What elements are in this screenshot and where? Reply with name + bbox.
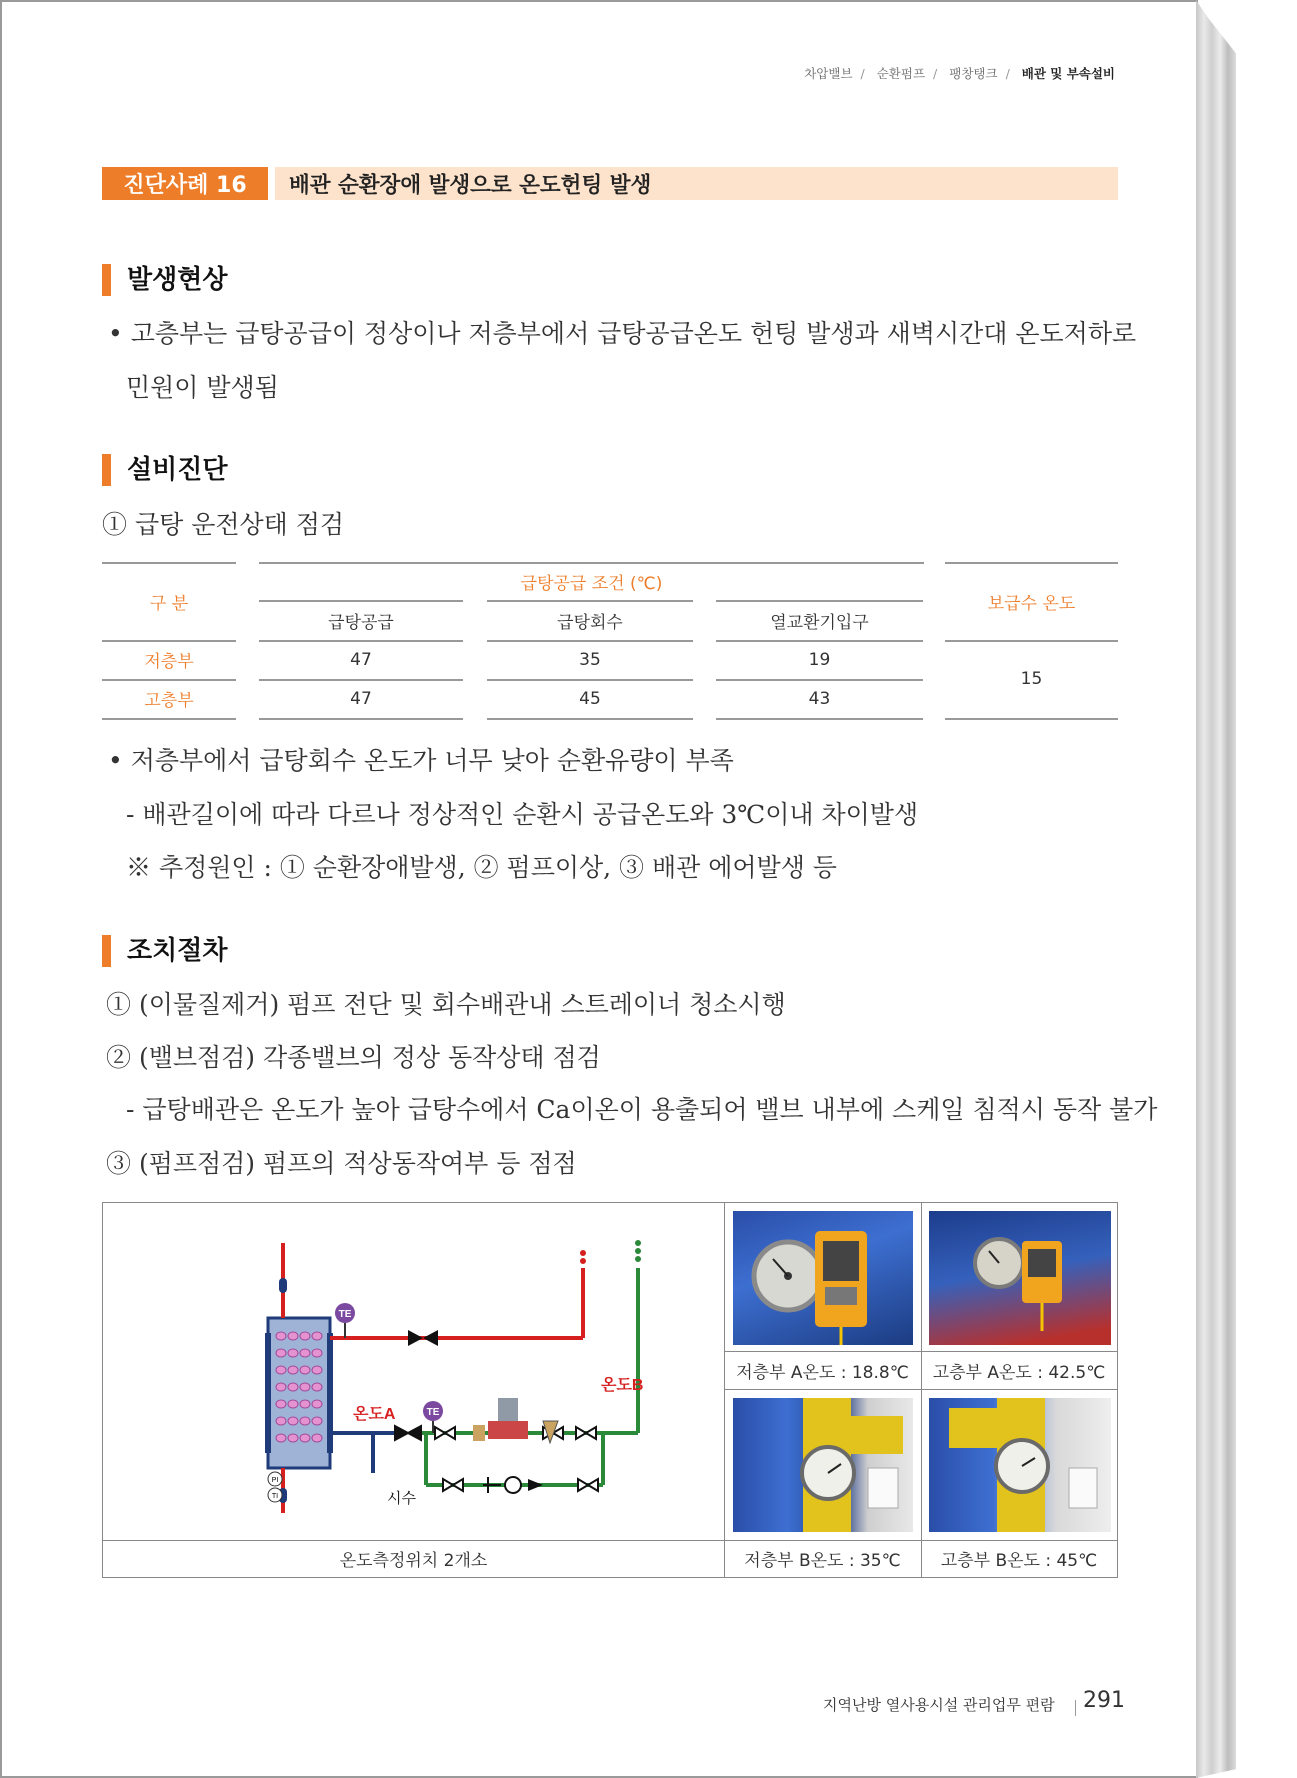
- table-cell: 47: [350, 649, 372, 670]
- page-stack-edge: [1196, 0, 1236, 1778]
- occurrence-text-line1: • 고층부는 급탕공급이 정상이나 저층부에서 급탕공급온도 헌팅 발생과 새벽시간대 온도저하로: [108, 319, 1137, 348]
- breadcrumb-item: 팽창탱크: [949, 66, 998, 81]
- breadcrumb-current: 배관 및 부속설비: [1021, 66, 1115, 81]
- footer-divider: [1075, 1700, 1076, 1716]
- case-label: 진단사례 16: [102, 167, 268, 200]
- diagnosis-note-1: • 저층부에서 급탕회수 온도가 너무 낮아 순환유량이 부족: [108, 746, 734, 775]
- table-header-makeup-temp: 보급수 온도: [987, 593, 1076, 614]
- te-label: TE: [426, 1407, 440, 1418]
- table-subheader: 급탕회수: [557, 612, 623, 633]
- section-title-diagnosis: 설비진단: [102, 454, 227, 486]
- table-header-category: 구 분: [149, 593, 189, 614]
- table-row-label: 저층부: [144, 652, 194, 672]
- photo-caption: 저층부 B온도 : 35℃: [744, 1551, 901, 1571]
- case-title: 배관 순환장애 발생으로 온도헌팅 발생: [275, 167, 1118, 200]
- action-step-note: - 급탕배관은 온도가 높아 급탕수에서 Ca이온이 용출되어 밸브 내부에 스케일 침적시 동작 불가: [126, 1095, 1158, 1124]
- section-title-occurrence: 발생현상: [102, 264, 227, 296]
- table-header-supply-conditions: 급탕공급 조건 (℃): [520, 573, 663, 594]
- page-number: 291: [1083, 1688, 1125, 1713]
- table-cell: 35: [579, 649, 601, 670]
- diagnosis-note-3: ※ 추정원인 : ① 순환장애발생, ② 펌프이상, ③ 배관 에어발생 등: [126, 853, 837, 882]
- diagram-caption: 온도측정위치 2개소: [339, 1551, 488, 1571]
- table-subheader: 열교환기입구: [770, 612, 869, 633]
- action-step: ③ (펌프점검) 펌프의 적상동작여부 등 점점: [106, 1149, 577, 1178]
- breadcrumb-item: 차압밸브: [804, 66, 853, 81]
- ti-label: TI: [271, 1493, 279, 1500]
- diagnosis-note-2: - 배관길이에 따라 다르나 정상적인 순환시 공급온도와 3℃이내 차이발생: [126, 800, 919, 829]
- photo-caption: 고층부 B온도 : 45℃: [940, 1551, 1098, 1571]
- table-subheader: 급탕공급: [328, 612, 394, 633]
- photo-low-floor-a: [733, 1211, 913, 1345]
- table-cell: 19: [808, 649, 831, 670]
- photo-high-floor-b: [929, 1398, 1111, 1532]
- table-cell-makeup: 15: [1020, 669, 1043, 689]
- te-label: TE: [338, 1309, 352, 1320]
- case-header: [102, 167, 1118, 200]
- photo-low-floor-b: [733, 1398, 913, 1532]
- piping-schematic: [183, 1233, 663, 1523]
- photo-high-floor-a: [929, 1211, 1111, 1345]
- action-step: ② (밸브점검) 각종밸브의 정상 동작상태 점검: [106, 1043, 601, 1072]
- table-cell: 47: [350, 688, 372, 709]
- temp-a-label: 온도A: [353, 1406, 396, 1423]
- table-cell: 45: [579, 688, 601, 709]
- city-water-label: 시수: [387, 1490, 416, 1507]
- measurement-figure: [102, 1202, 1118, 1578]
- action-step: ① (이물질제거) 펌프 전단 및 회수배관내 스트레이너 청소시행: [106, 990, 786, 1019]
- temp-b-label: 온도B: [601, 1377, 644, 1394]
- footer-book-title: 지역난방 열사용시설 관리업무 편람: [823, 1696, 1055, 1714]
- table-row-label: 고층부: [144, 691, 194, 711]
- diagnosis-subtitle: ① 급탕 운전상태 점검: [102, 510, 345, 539]
- occurrence-text-line2: 민원이 발생됨: [126, 373, 279, 402]
- breadcrumb-item: 순환펌프: [876, 66, 926, 81]
- table-cell: 43: [808, 688, 831, 709]
- section-title-action: 조치절차: [102, 935, 227, 967]
- photo-caption: 저층부 A온도 : 18.8℃: [736, 1362, 909, 1383]
- breadcrumb: 차압밸브 / 순환펌프 / 팽창탱크 / 배관 및 부속설비: [804, 66, 1115, 81]
- pi-label: PI: [271, 1477, 279, 1484]
- operation-status-table: [102, 556, 1118, 721]
- photo-caption: 고층부 A온도 : 42.5℃: [932, 1362, 1106, 1383]
